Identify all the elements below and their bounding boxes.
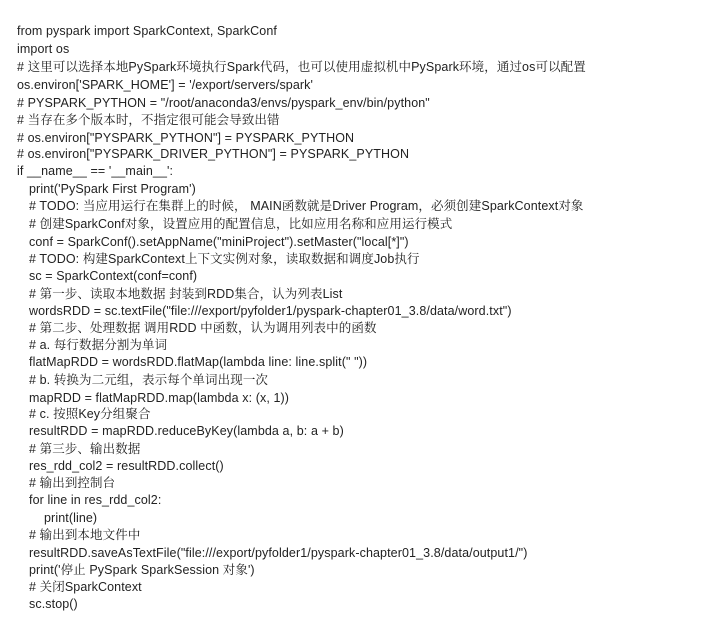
code-line: os.environ['SPARK_HOME'] = '/export/servers/spark' bbox=[17, 78, 314, 92]
code-line: print('PySpark First Program') bbox=[29, 182, 196, 196]
code-line: print('停止 PySpark SparkSession 对象') bbox=[29, 563, 255, 577]
code-line: # os.environ["PYSPARK_PYTHON"] = PYSPARK_PYTHON bbox=[17, 131, 355, 145]
code-line: import os bbox=[17, 42, 70, 56]
code-line: resultRDD.saveAsTextFile("file:///export/pyfolder1/pyspark-chapter01_3.8/data/output1/") bbox=[29, 546, 528, 560]
code-line: sc = SparkContext(conf=conf) bbox=[29, 269, 198, 283]
code-line: # 创建SparkConf对象，设置应用的配置信息，比如应用名称和应用运行模式 bbox=[29, 217, 453, 231]
code-line: # 第一步、读取本地数据 封装到RDD集合，认为列表List bbox=[29, 287, 343, 301]
code-line: # 关闭SparkContext bbox=[29, 580, 142, 594]
code-line: # 第二步、处理数据 调用RDD 中函数，认为调用列表中的函数 bbox=[29, 321, 377, 335]
code-line: mapRDD = flatMapRDD.map(lambda x: (x, 1)) bbox=[29, 391, 290, 405]
code-line: if __name__ == '__main__': bbox=[17, 164, 174, 178]
code-line: # 第三步、输出数据 bbox=[29, 442, 141, 456]
code-line: # 当存在多个版本时，不指定很可能会导致出错 bbox=[17, 113, 280, 127]
code-line: for line in res_rdd_col2: bbox=[29, 493, 162, 507]
code-line: print(line) bbox=[44, 511, 98, 525]
code-line: # TODO: 构建SparkContext上下文实例对象，读取数据和调度Job执行 bbox=[29, 252, 420, 266]
code-line: # TODO: 当应用运行在集群上的时候， MAIN函数就是Driver Program，必须创建SparkContext对象 bbox=[29, 199, 584, 213]
code-line: # b. 转换为二元组，表示每个单词出现一次 bbox=[29, 373, 269, 387]
code-line: flatMapRDD = wordsRDD.flatMap(lambda line: line.split(" ")) bbox=[29, 355, 368, 369]
code-line: # os.environ["PYSPARK_DRIVER_PYTHON"] = PYSPARK_PYTHON bbox=[17, 147, 410, 161]
code-line: sc.stop() bbox=[29, 597, 78, 611]
code-line: # 输出到控制台 bbox=[29, 476, 116, 490]
code-line: res_rdd_col2 = resultRDD.collect() bbox=[29, 459, 224, 473]
code-line: # 这里可以选择本地PySpark环境执行Spark代码，也可以使用虚拟机中PySpark环境，通过os可以配置 bbox=[17, 60, 586, 74]
code-line: conf = SparkConf().setAppName("miniProject").setMaster("local[*]") bbox=[29, 235, 409, 249]
code-line: from pyspark import SparkContext, SparkConf bbox=[17, 24, 277, 38]
code-line: resultRDD = mapRDD.reduceByKey(lambda a, b: a + b) bbox=[29, 424, 344, 438]
code-line: # c. 按照Key分组聚合 bbox=[29, 407, 151, 421]
code-line: # a. 每行数据分割为单词 bbox=[29, 338, 168, 352]
code-line: # 输出到本地文件中 bbox=[29, 528, 141, 542]
code-line: # PYSPARK_PYTHON = "/root/anaconda3/envs/pyspark_env/bin/python" bbox=[17, 96, 430, 110]
code-line: wordsRDD = sc.textFile("file:///export/pyfolder1/pyspark-chapter01_3.8/data/word.txt") bbox=[29, 304, 512, 318]
